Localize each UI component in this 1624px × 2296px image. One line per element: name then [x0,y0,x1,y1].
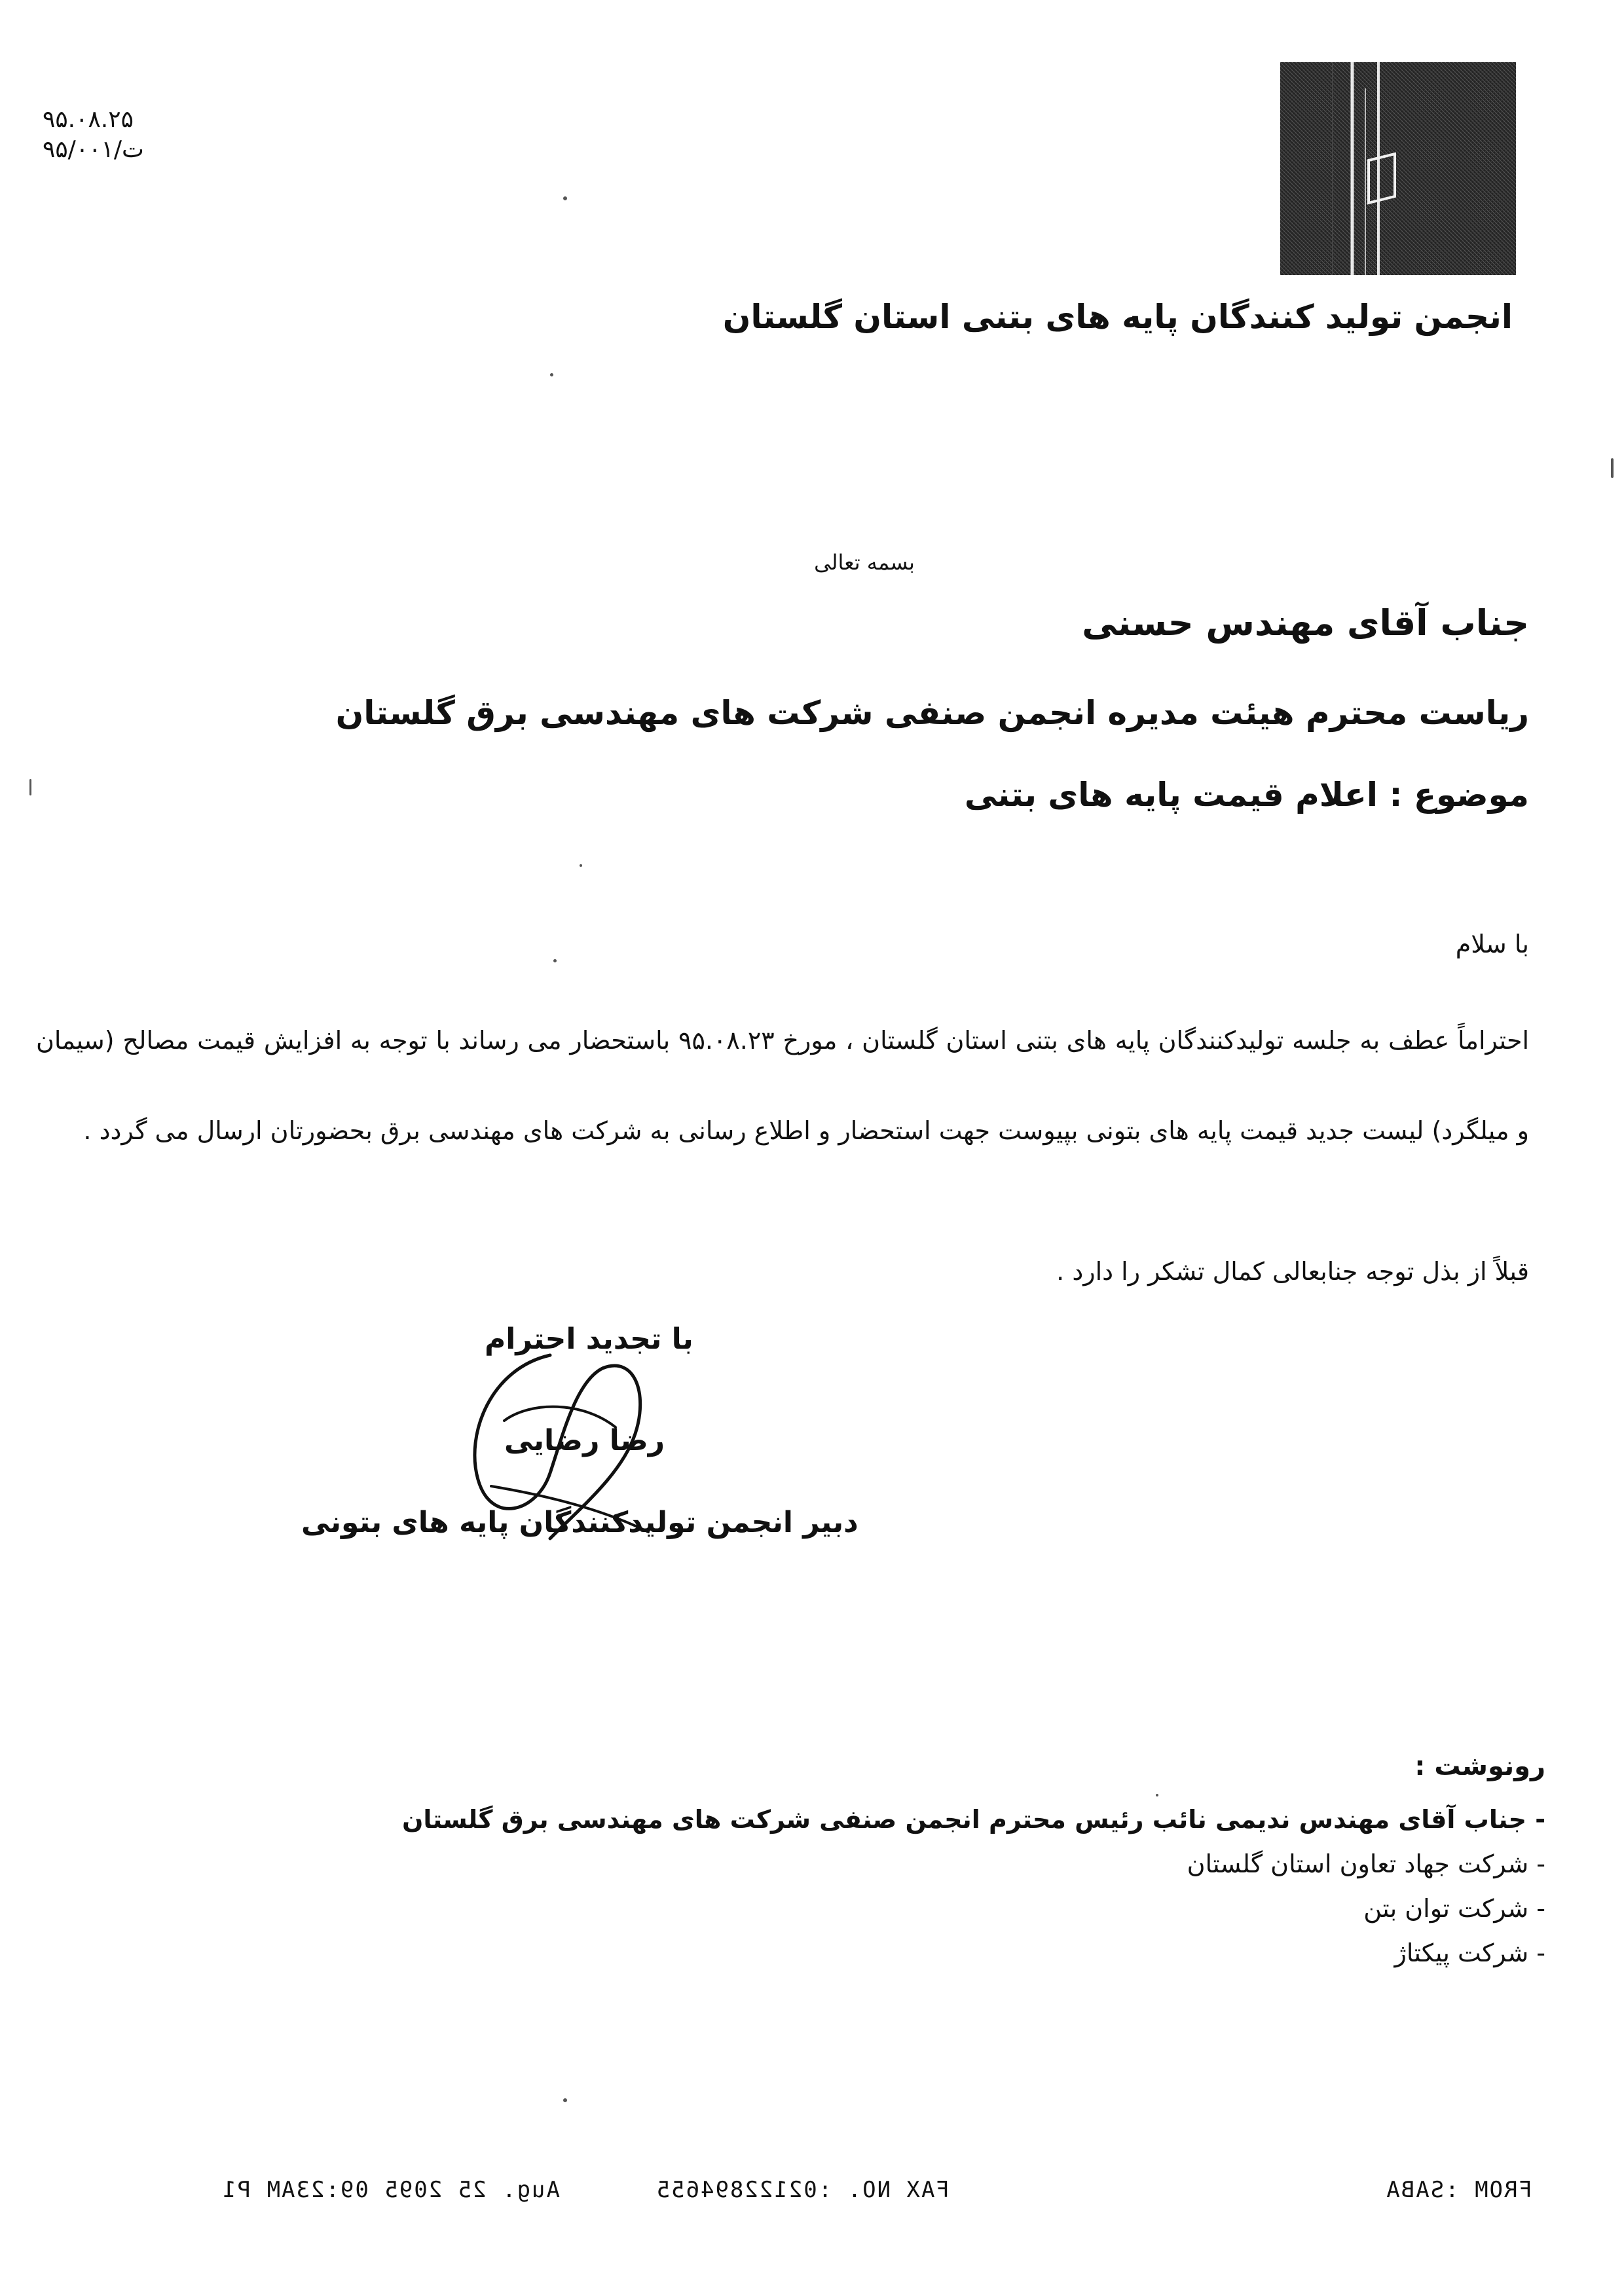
signature-regards: با تجدید احترام [485,1322,693,1356]
cc-item: - شرکت توان بتن [1363,1894,1545,1923]
scan-speck [580,864,582,867]
scan-speck [553,959,557,962]
letter-subject: موضوع : اعلام قیمت پایه های بتنی [964,776,1529,814]
cc-list [402,1797,1545,1975]
recipient-title: ریاست محترم هیئت مدیره انجمن صنفی شرکت های مهندسی برق گلستان [335,694,1529,732]
cc-heading: رونوشت : [1414,1751,1545,1781]
letter-closing: قبلاً از بذل توجه جنابعالی کمال تشکر را دارد . [1056,1257,1529,1286]
scan-speck [563,196,567,200]
signer-title: دبیر انجمن تولیدکنندگان پایه های بتونی [301,1506,858,1539]
scan-speck [1156,1794,1158,1796]
cc-item: - شرکت پیکتاژ [1394,1939,1545,1967]
document-date: ۹۵.۰۸.۲۵ [43,106,134,133]
fax-header-line [0,2177,1624,2216]
fax-number: FAX NO. :02122894655 [655,2177,950,2203]
scan-speck [563,2098,567,2102]
cc-item: - جناب آقای مهندس ندیمی نائب رئیس محترم انجمن صنفی شرکت های مهندسی برق گلستان [402,1805,1545,1834]
fax-date: Aug. 25 2095 09:23AM P1 [221,2177,560,2203]
handwritten-signature [452,1342,661,1552]
letter-body: احتراماً عطف به جلسه تولیدکنندگان پایه های بتنی استان گلستان ، مورخ ۹۵.۰۸.۲۳ باستحضار می رساند با توجه به افزایش قیمت مصالح (سیمان و میلگرد) لیست جدید قیمت پایه های بتونی بپیوست جهت استحضار و اطلاع رسانی به شرکت های مهندسی برق بحضورتان ارسال می گردد . [36,1026,1529,1145]
scan-speck [29,779,31,795]
signer-name: رضا رضایی [504,1424,665,1457]
bismillah-heading: بسمه تعالی [814,550,915,575]
fax-from: FROM :SABA [1385,2177,1532,2203]
organization-logo [1280,62,1516,275]
cc-item: - شرکت جهاد تعاون استان گلستان [1187,1850,1545,1878]
document-number [43,105,144,165]
scan-speck [1611,458,1614,478]
organization-name: انجمن تولید کنندگان پایه های بتنی استان گلستان [722,298,1513,336]
recipient-name: جناب آقای مهندس حسنی [1082,602,1529,644]
letter-greeting: با سلام [1455,930,1529,958]
document-reference: ت/۹۵/۰۰۱ [43,136,144,163]
scan-speck [550,373,553,376]
